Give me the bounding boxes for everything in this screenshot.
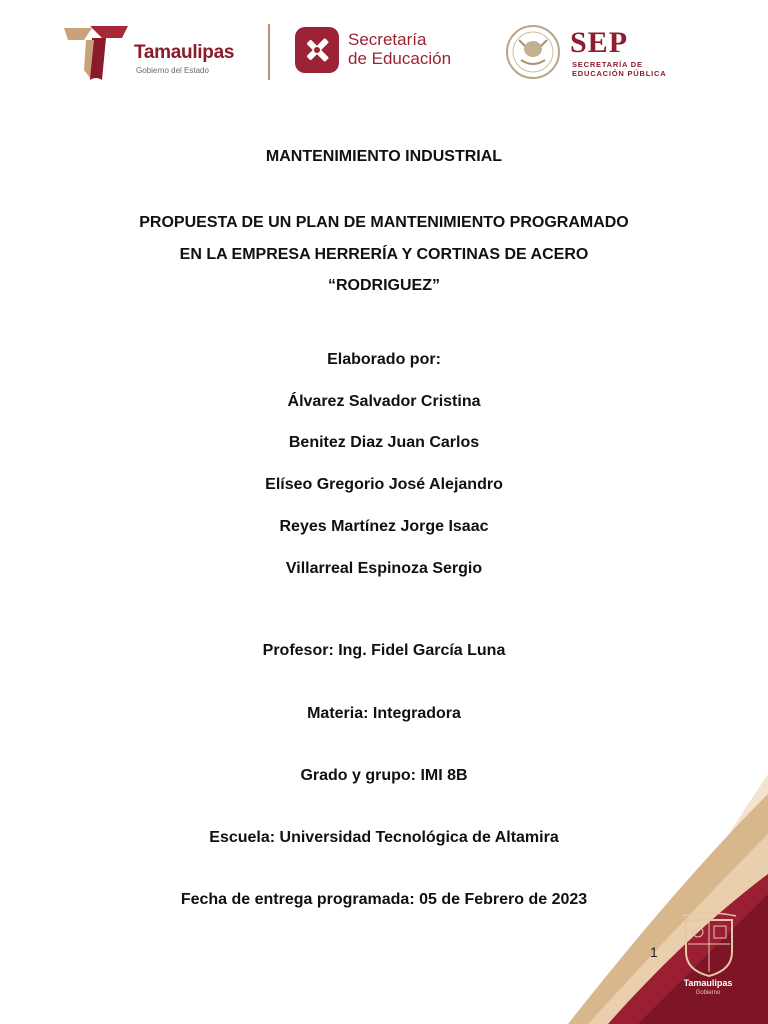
author-name: Álvarez Salvador Cristina <box>287 393 481 410</box>
crest-sublabel: Gobierno <box>695 990 721 996</box>
author-name: Benitez Diaz Juan Carlos <box>288 434 480 451</box>
secretaria-educacion-logo <box>294 26 474 76</box>
professor-line: Profesor: Ing. Fidel García Luna <box>262 642 506 659</box>
page-number: 1 <box>650 944 658 960</box>
sep-subtitle-line-2: EDUCACIÓN PÚBLICA <box>572 69 667 78</box>
tamaulipas-crest-icon <box>676 912 742 980</box>
proposal-title-line-2: EN LA EMPRESA HERRERÍA Y CORTINAS DE ACERO <box>179 246 589 263</box>
secretaria-line-1: Secretaría <box>348 30 427 49</box>
school-line: Escuela: Universidad Tecnológica de Altamira <box>209 829 559 846</box>
header-divider <box>268 24 270 80</box>
author-name: Reyes Martínez Jorge Isaac <box>279 518 489 535</box>
authors-heading: Elaborado por: <box>327 351 441 368</box>
proposal-title-line-1: PROPUESTA DE UN PLAN DE MANTENIMIENTO PROGRAMADO <box>139 214 629 231</box>
crest-label: Tamaulipas <box>683 978 733 988</box>
sep-logo <box>570 26 710 82</box>
group-line: Grado y grupo: IMI 8B <box>300 767 468 784</box>
tamaulipas-logo <box>62 22 252 84</box>
tamaulipas-t-icon <box>62 22 132 84</box>
secretaria-text <box>348 30 451 68</box>
subject-title: MANTENIMIENTO INDUSTRIAL <box>265 148 503 165</box>
sep-name: SEP <box>570 26 629 59</box>
due-date-line: Fecha de entrega programada: 05 de Febrero de 2023 <box>180 891 588 908</box>
sep-subtitle-line-1: SECRETARÍA DE <box>572 60 643 69</box>
tamaulipas-name: Tamaulipas <box>134 42 235 63</box>
author-name: Elíseo Gregorio José Alejandro <box>265 476 503 493</box>
pencil-ruler-icon <box>294 26 340 74</box>
proposal-title-line-3: “RODRIGUEZ” <box>328 277 440 294</box>
sep-subtitle <box>572 60 666 78</box>
course-line: Materia: Integradora <box>307 705 461 722</box>
secretaria-line-2: de Educación <box>348 49 452 68</box>
document-header <box>0 0 768 110</box>
tamaulipas-subtitle: Gobierno del Estado <box>136 66 209 75</box>
author-name: Villarreal Espinoza Sergio <box>285 560 483 577</box>
national-seal-icon <box>503 24 563 80</box>
